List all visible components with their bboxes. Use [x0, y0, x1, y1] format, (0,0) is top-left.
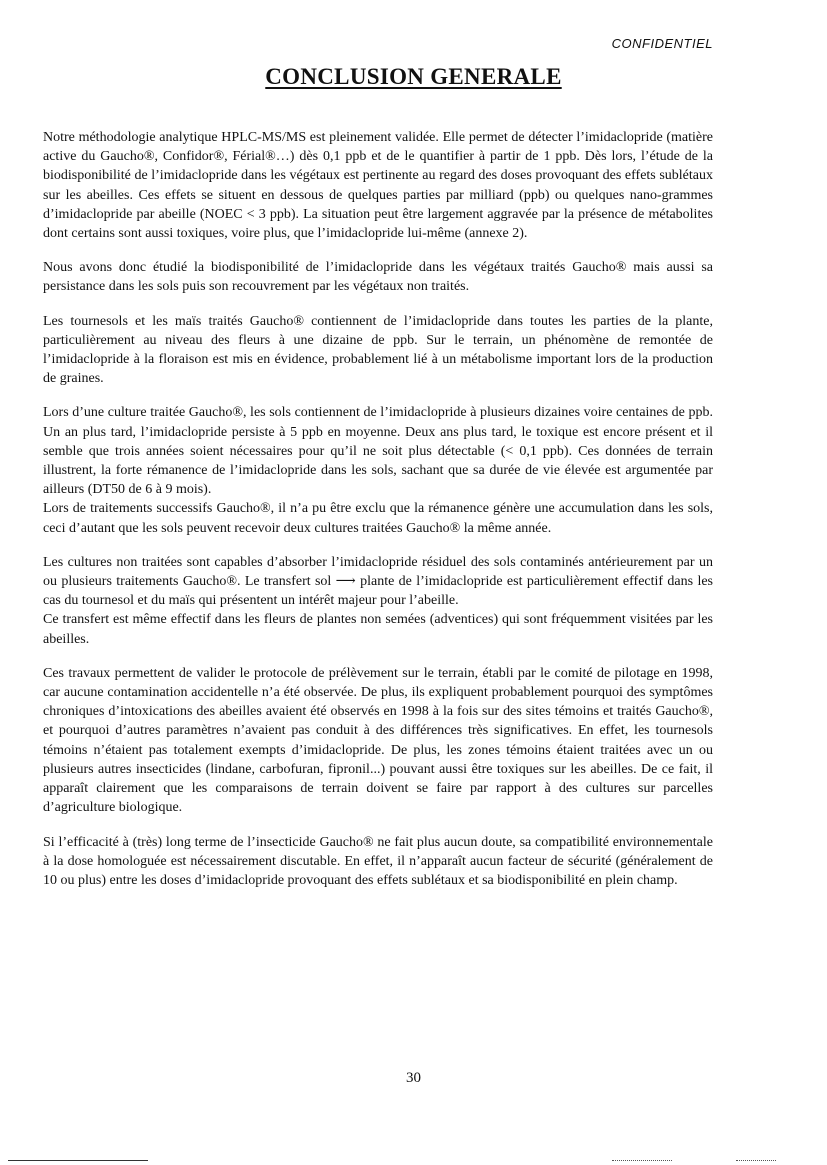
- paragraph-weeds: Ce transfert est même effectif dans les fleurs de plantes non semées (adventices) qui sont fréquemment visitées par les abeilles.: [43, 612, 713, 647]
- document-body: [43, 128, 713, 905]
- paragraph-study-scope: Nous avons donc étudié la biodisponibilité de l’imidaclopride dans les végétaux traités Gaucho® mais aussi sa persistance dans les sols puis son recouvrement par les végétaux non traités.: [43, 260, 713, 295]
- footer-rule: [8, 1160, 148, 1161]
- confidential-label: CONFIDENTIEL: [611, 36, 713, 51]
- footer-dotted-rule: [612, 1160, 672, 1161]
- page-number: 30: [406, 1070, 421, 1086]
- paragraph-treated-crops: Les tournesols et les maïs traités Gaucho® contiennent de l’imidaclopride dans toutes les parties de la plante, particulièrement au niveau des fleurs à une dizaine de ppb. Sur le terrain, un phénomène de remontée de l’imidaclopride à la floraison est mis en évidence, probablement lié à un métabolisme important lors de la production de graines.: [43, 313, 713, 387]
- paragraph-environmental-compatibility: Si l’efficacité à (très) long terme de l’insecticide Gaucho® ne fait plus aucun doute, sa compatibilité environnementale à la dose homologuée est nécessairement discutable. En effet, il n’apparaît aucun facteur de sécurité (généralement de 10 ou plus) entre les doses d’imidaclopride provoquant des effets sublétaux et sa biodisponibilité en plein champ.: [43, 834, 713, 888]
- footer-dotted-rule: [736, 1160, 776, 1161]
- paragraph-methodology: Notre méthodologie analytique HPLC-MS/MS est pleinement validée. Elle permet de détecter l’imidaclopride (matière active du Gaucho®, Confidor®, Férial®…) dès 0,1 ppb et de le quantifier à partir de 1 ppb. Dès lors, l’étude de la biodisponibilité de l’imidaclopride dans les végétaux est pertinente au regard des doses provoquant des effets sublétaux sur les abeilles. Ces effets se situent en dessous de quelques parties par milliard (ppb) ou quelques nano-grammes d’imidaclopride par abeille (NOEC < 3 ppb). La situation peut être largement aggravée par la présence de métabolites dont certains sont aussi toxiques, voire plus, que l’imidaclopride lui-même (annexe 2).: [43, 130, 713, 242]
- paragraph-accumulation: Lors de traitements successifs Gaucho®, il n’a pu être exclu que la rémanence génère une accumulation dans les sols, ceci d’autant que les sols peuvent recevoir deux cultures traitées Gaucho® la même année.: [43, 501, 713, 536]
- paragraph-soil-persistence: Lors d’une culture traitée Gaucho®, les sols contiennent de l’imidaclopride à plusieurs dizaines voire centaines de ppb. Un an plus tard, l’imidaclopride persiste à 5 ppb en moyenne. Deux ans plus tard, le toxique est encore présent et il semble que trois années soient nécessaires pour qu’il ne soit plus détectable (< 0,1 ppb). Ces données de terrain illustrent, la forte rémanence de l’imidaclopride dans les sols, sachant que sa durée de vie élevée est argumentée par ailleurs (DT50 de 6 à 9 mois).: [43, 405, 713, 498]
- paragraph-untreated-crops: Les cultures non traitées sont capables d’absorber l’imidaclopride résiduel des sols contaminés antérieurement par un ou plusieurs traitements Gaucho®. Le transfert sol ⟶ plante de l’imidaclopride est particulièrement effectif dans les cas du tournesol et du maïs qui présentent un intérêt majeur pour l’abeille.: [43, 554, 713, 609]
- paragraph-field-protocol: Ces travaux permettent de valider le protocole de prélèvement sur le terrain, établi par le comité de pilotage en 1998, car aucune contamination accidentelle n’a été observée. De plus, ils expliquent probablement pourquoi des symptômes chroniques d’intoxications des abeilles avaient été observés en 1998 à la fois sur des sites témoins et traités Gaucho®, et pourquoi d’autres paramètres n’avaient pas conduit à des différences très significatives. En effet, les tournesols témoins n’étaient pas totalement exempts d’imidaclopride. De plus, les zones témoins étaient traitées avec un ou plusieurs autres insecticides (lindane, carbofuran, fipronil...) pouvant aussi être toxiques sur les abeilles. De ce fait, il apparaît clairement que les comparaisons de terrain doivent se faire par rapport à des cultures sur parcelles d’agriculture biologique.: [43, 665, 713, 816]
- page-title: CONCLUSION GENERALE: [265, 64, 562, 89]
